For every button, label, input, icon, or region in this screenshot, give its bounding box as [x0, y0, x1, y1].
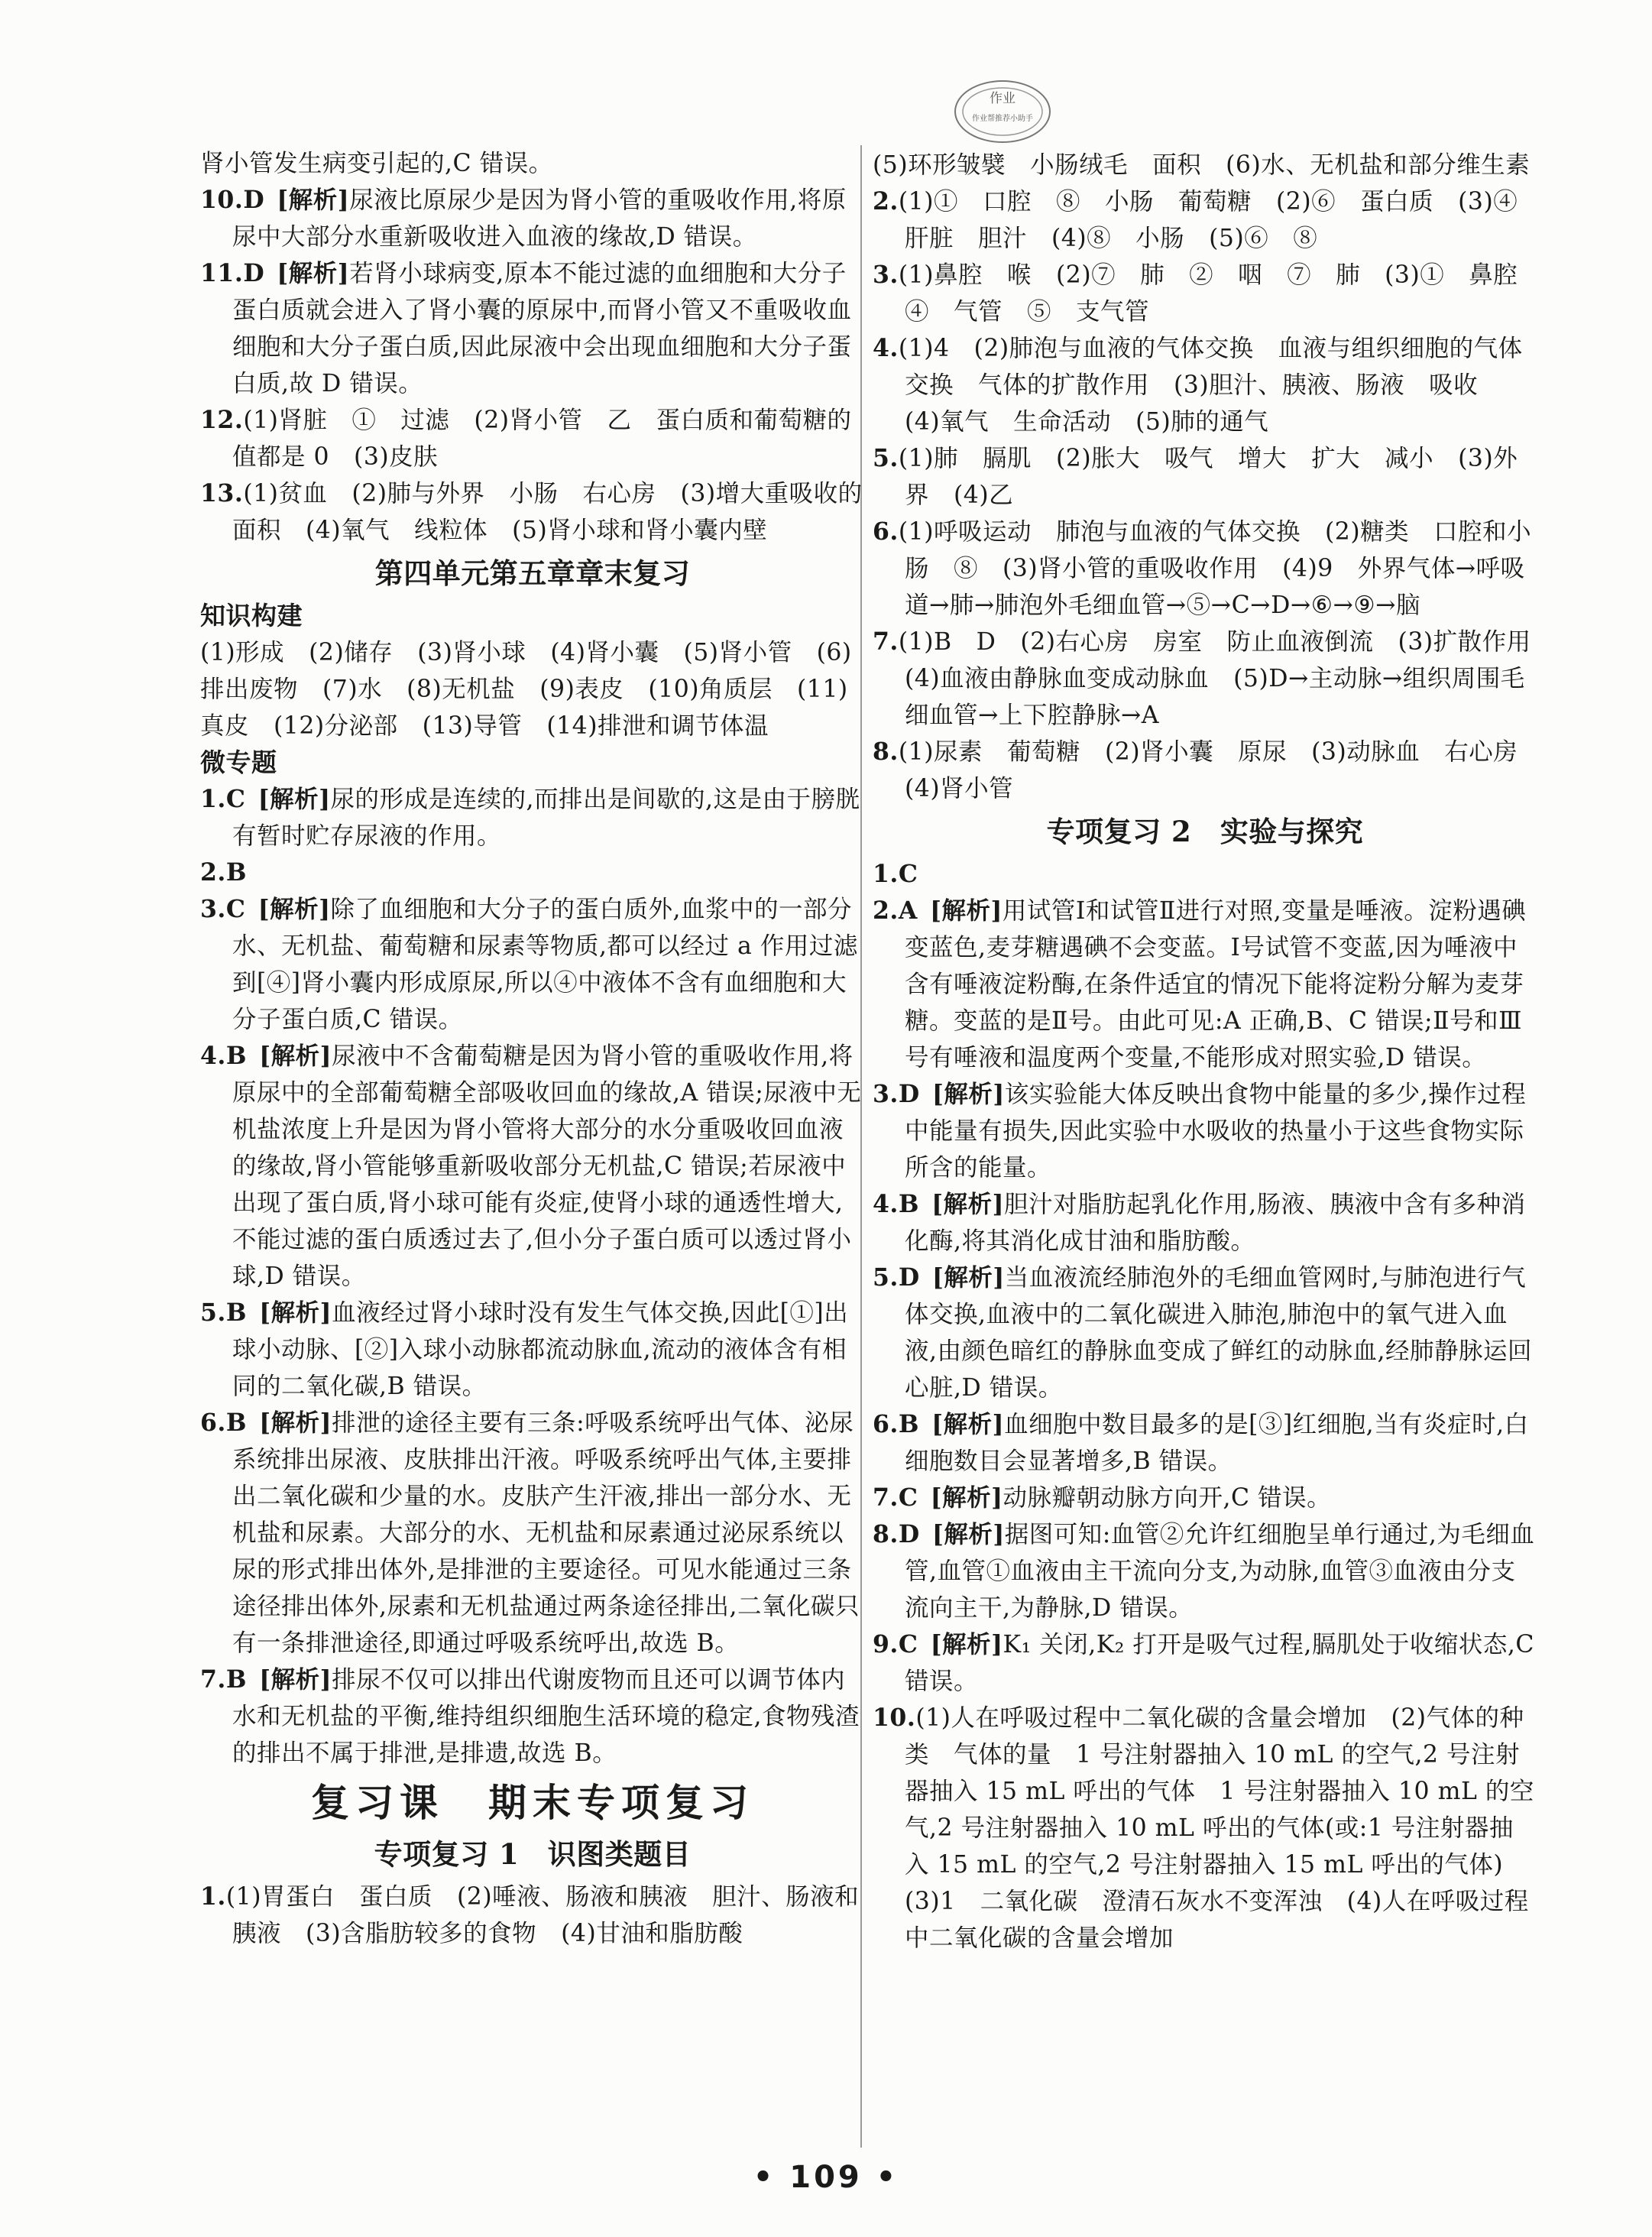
section-heading: 第四单元第五章章末复习: [374, 556, 691, 590]
question-number: 1.: [200, 785, 226, 813]
answer-text: (1)肺 膈肌 (2)胀大 吸气 增大 扩大 减小 (3)外界 (4)乙: [898, 445, 1518, 509]
question-number: 1.: [873, 860, 899, 888]
question-number: 5.: [873, 444, 899, 472]
question-number: 2.: [200, 858, 226, 887]
answer-choice: D: [243, 259, 265, 287]
answer-choice: B: [898, 1190, 920, 1218]
answer-item: [200, 1662, 865, 1772]
answer-item: [873, 893, 1537, 1076]
answer-choice: C: [898, 1483, 918, 1512]
answer-text: (1)尿素 葡萄糖 (2)肾小囊 原尿 (3)动脉血 右心房 (4)肾小管: [898, 738, 1543, 802]
answer-text: (1)鼻腔 喉 (2)⑦ 肺 ② 咽 ⑦ 肺 (3)① 鼻腔 ④ 气管 ⑤ 支气管: [898, 261, 1543, 326]
question-number: 7.: [873, 1483, 899, 1512]
answer-text: 尿液比原尿少是因为肾小管的重吸收作用,将原尿中大部分水重新吸收进入血液的缘故,D 错误。: [232, 186, 847, 251]
answer-text: 当血液流经肺泡外的毛细血管网时,与肺泡进行气体交换,血液中的二氧化碳进入肺泡,肺泡中的氧气进入血液,由颜色暗红的静脉血变成了鲜红的动脉血,经肺静脉运回心脏,D 错误。: [905, 1264, 1533, 1402]
answer-item: [200, 402, 865, 475]
subsection-heading: 知识构建: [200, 601, 303, 631]
analysis-tag: [解析]: [258, 785, 331, 813]
answer-item: [200, 1295, 865, 1405]
analysis-tag: [解析]: [259, 1665, 332, 1694]
analysis-tag: [解析]: [258, 895, 331, 923]
answer-item: [200, 891, 865, 1038]
section-heading: 专项复习 2 实验与探究: [1046, 815, 1364, 848]
answer-item: [873, 257, 1543, 330]
answer-item: [873, 1260, 1537, 1406]
answer-choice: B: [225, 1042, 248, 1070]
answer-text: (1)① 口腔 ⑧ 小肠 葡萄糖 (2)⑥ 蛋白质 (3)④ 肝脏 胆汁 (4)⑧ 小肠 (5)⑥ ⑧: [898, 188, 1543, 252]
question-number: 4.: [873, 1190, 899, 1218]
answer-text-line: 肾小管发生病变引起的,C 错误。: [200, 150, 553, 177]
chapter-heading: 复习课 期末专项复习: [311, 1780, 754, 1825]
analysis-tag: [解析]: [931, 1520, 1005, 1548]
answer-text: 据图可知:血管②允许红细胞呈单行通过,为毛细血管,血管①血液由主干流向分支,为动脉,血管③血液由分支流向主干,为静脉,D 错误。: [905, 1521, 1535, 1622]
question-number: 9.: [873, 1630, 899, 1658]
analysis-tag: [解析]: [277, 186, 350, 214]
question-number: 10.: [873, 1704, 916, 1732]
answer-choice: B: [225, 1665, 248, 1694]
analysis-tag: [解析]: [277, 259, 350, 287]
answer-text: 排泄的途径主要有三条:呼吸系统呼出气体、泌尿系统排出尿液、皮肤排出汗液。呼吸系统呼出气体,主要排出二氧化碳和少量的水。皮肤产生汗液,排出一部分水、无机盐和尿素。大部分的水、无机盐和尿素通过泌尿系统以尿的形式排出体外,是排泄的主要途径。可见水能通过三条途径排出体外,尿素和无机盐通过两条途径排出,二氧化碳只有一条排泄途径,即通过呼吸系统呼出,故选 B。: [232, 1409, 860, 1657]
question-number: 6.: [200, 1409, 226, 1437]
answer-item: [873, 1480, 1537, 1516]
left-column: [200, 145, 865, 1952]
answer-item: [200, 1405, 865, 1662]
question-number: 2.: [873, 896, 899, 925]
question-number: 6.: [873, 1410, 899, 1438]
answer-text: K₁ 关闭,K₂ 打开是吸气过程,膈肌处于收缩状态,C 错误。: [905, 1631, 1535, 1695]
answer-item: [200, 854, 865, 891]
analysis-tag: [解析]: [259, 1298, 332, 1327]
analysis-tag: [解析]: [930, 1630, 1003, 1658]
answer-text: 血液经过肾小球时没有发生气体交换,因此[①]出球小动脉、[②]入球小动脉都流动脉血,流动的液体含有相同的二氧化碳,B 错误。: [232, 1299, 849, 1400]
answer-text: (1)B D (2)右心房 房室 防止血液倒流 (3)扩散作用 (4)血液由静脉血变成动脉血 (5)D→主动脉→组织周围毛细血管→上下腔静脉→A: [898, 628, 1556, 729]
answer-item: [873, 856, 1537, 893]
question-number: 10.: [200, 186, 244, 214]
svg-text:作业: 作业: [990, 91, 1015, 106]
answer-text: 动脉瓣朝动脉方向开,C 错误。: [1003, 1484, 1332, 1512]
right-column: [873, 147, 1556, 1957]
answer-choice: C: [225, 895, 246, 923]
analysis-tag: [解析]: [930, 1483, 1003, 1512]
question-number: 1.: [200, 1882, 226, 1911]
answer-text: (1)4 (2)肺泡与血液的气体交换 血液与组织细胞的气体交换 气体的扩散作用 (3)胆汁、胰液、肠液 吸收 (4)氧气 生命活动 (5)肺的通气: [898, 335, 1523, 436]
question-number: 12.: [200, 406, 244, 434]
answer-choice: B: [898, 1410, 920, 1438]
answer-choice: A: [898, 896, 918, 925]
answer-choice: C: [225, 785, 246, 813]
answer-item: [873, 624, 1556, 734]
answer-text: (1)胃蛋白 蛋白质 (2)唾液、肠液和胰液 胆汁、肠液和胰液 (3)含脂肪较多的食物 (4)甘油和脂肪酸: [225, 1883, 860, 1947]
answer-item: [200, 781, 865, 854]
question-number: 8.: [873, 1520, 899, 1548]
answer-text: 尿的形成是连续的,而排出是间歇的,这是由于膀胱有暂时贮存尿液的作用。: [232, 786, 860, 850]
answer-item: [873, 514, 1537, 624]
answer-text: 用试管Ⅰ和试管Ⅱ进行对照,变量是唾液。淀粉遇碘变蓝色,麦芽糖遇碘不会变蓝。Ⅰ号试管不变蓝,因为唾液中含有唾液淀粉酶,在条件适宜的情况下能将淀粉分解为麦芽糖。变蓝的是Ⅱ号。由此可见:A 正确,B、C 错误;Ⅱ号和Ⅲ号有唾液和温度两个变量,不能形成对照实验,D 错误。: [905, 897, 1527, 1071]
page-number: • 109 •: [753, 2160, 899, 2195]
answer-item: [873, 440, 1537, 514]
analysis-tag: [解析]: [931, 1080, 1005, 1108]
question-number: 5.: [200, 1298, 226, 1327]
analysis-tag: [解析]: [930, 896, 1003, 925]
question-number: 7.: [200, 1665, 226, 1694]
svg-text:作业帮推荐小助手: 作业帮推荐小助手: [972, 115, 1033, 123]
answer-item: [873, 734, 1543, 807]
answer-text-line: (5)环形皱襞 小肠绒毛 面积 (6)水、无机盐和部分维生素: [873, 151, 1531, 179]
answer-item: [873, 1186, 1537, 1260]
question-number: 3.: [873, 1080, 899, 1108]
answer-choice: B: [225, 858, 248, 887]
analysis-tag: [解析]: [259, 1042, 332, 1070]
question-number: 2.: [873, 187, 899, 216]
answer-item: [873, 1700, 1537, 1957]
question-number: 3.: [200, 895, 226, 923]
analysis-tag: [解析]: [931, 1190, 1005, 1218]
answer-text: 尿液中不含葡萄糖是因为肾小管的重吸收作用,将原尿中的全部葡萄糖全部吸收回血的缘故,A 错误;尿液中无机盐浓度上升是因为肾小管将大部分的水分重吸收回血液的缘故,肾小管能够重新吸收部分无机盐,C 错误;若尿液中出现了蛋白质,肾小球可能有炎症,使肾小球的通透性增大,不能过滤的蛋白质透过去了,但小分子蛋白质可以透过肾小球,D 错误。: [232, 1042, 862, 1290]
answer-item: [873, 1516, 1537, 1626]
answer-item: [873, 1406, 1537, 1480]
answer-text: (1)人在呼吸过程中二氧化碳的含量会增加 (2)气体的种类 气体的量 1 号注射器抽入 10 mL 的空气,2 号注射器抽入 15 mL 呼出的气体 1 号注射器抽入 10 mL 的空气,2 号注射器抽入 10 mL 呼出的气体(或:1 号注射器抽入 15 mL 的空气,2 号注射器抽入 15 mL 呼出的气体) (3)1 二氧化碳 澄清石灰水不变浑浊 (4)人在呼吸过程中二氧化碳的含量会增加: [905, 1704, 1534, 1952]
answer-choice: C: [898, 860, 918, 888]
answer-item: [200, 1038, 865, 1295]
answer-choice: D: [898, 1263, 920, 1292]
answer-item: [200, 182, 865, 255]
question-number: 4.: [200, 1042, 226, 1070]
question-number: 6.: [873, 517, 899, 546]
analysis-tag: [解析]: [931, 1410, 1005, 1438]
answer-text: 若肾小球病变,原本不能过滤的血细胞和大分子蛋白质就会进入了肾小囊的原尿中,而肾小管又不重吸收血细胞和大分子蛋白质,因此尿液中会出现血细胞和大分子蛋白质,故 D 错误。: [232, 260, 852, 397]
answer-text: 胆汁对脂肪起乳化作用,肠液、胰液中含有多种消化酶,将其消化成甘油和脂肪酸。: [905, 1191, 1526, 1255]
answer-choice: D: [898, 1080, 920, 1108]
answer-choice: D: [898, 1520, 920, 1548]
answer-text: 血细胞中数目最多的是[③]红细胞,当有炎症时,白细胞数目会显著增多,B 错误。: [905, 1411, 1529, 1475]
answer-item: [200, 475, 865, 549]
answer-text: 排尿不仅可以排出代谢废物而且还可以调节体内水和无机盐的平衡,维持组织细胞生活环境的稳定,食物残渣的排出不属于排泄,是排遗,故选 B。: [232, 1666, 860, 1767]
homework-stamp-logo: [952, 75, 1053, 148]
answer-item: [200, 255, 865, 402]
answer-item: [873, 1076, 1537, 1186]
answer-text: (1)呼吸运动 肺泡与血液的气体交换 (2)糖类 口腔和小肠 ⑧ (3)肾小管的重吸收作用 (4)9 外界气体→呼吸道→肺→肺泡外毛细血管→⑤→C→D→⑥→⑨→脑: [898, 518, 1532, 619]
answer-item: [200, 1879, 865, 1952]
answer-item: [873, 1626, 1537, 1700]
section-heading: 专项复习 1 识图类题目: [374, 1837, 692, 1871]
question-number: 7.: [873, 627, 899, 656]
answer-choice: D: [243, 186, 265, 214]
answer-text: (1)贫血 (2)肺与外界 小肠 右心房 (3)增大重吸收的面积 (4)氧气 线粒体 (5)肾小球和肾小囊内壁: [232, 480, 863, 544]
answer-text: 该实验能大体反映出食物中能量的多少,操作过程中能量有损失,因此实验中水吸收的热量小于这些食物实际所含的能量。: [905, 1081, 1527, 1182]
question-number: 5.: [873, 1263, 899, 1292]
question-number: 4.: [873, 334, 899, 362]
answer-choice: B: [225, 1298, 248, 1327]
answer-item: [873, 330, 1537, 440]
analysis-tag: [解析]: [259, 1409, 332, 1437]
answer-choice: C: [898, 1630, 918, 1658]
question-number: 3.: [873, 261, 899, 289]
analysis-tag: [解析]: [931, 1263, 1005, 1292]
answer-text-line: (1)形成 (2)储存 (3)肾小球 (4)肾小囊 (5)肾小管 (6)排出废物 (7)水 (8)无机盐 (9)表皮 (10)角质层 (11)真皮 (12)分泌部 (13)导管 (14)排泄和调节体温: [200, 639, 852, 740]
answer-text: 除了血细胞和大分子的蛋白质外,血浆中的一部分水、无机盐、葡萄糖和尿素等物质,都可以经过 a 作用过滤到[④]肾小囊内形成原尿,所以④中液体不含有血细胞和大分子蛋白质,C 错误。: [232, 896, 858, 1033]
question-number: 8.: [873, 738, 899, 766]
answer-choice: B: [225, 1409, 248, 1437]
subsection-heading: 微专题: [200, 747, 277, 777]
question-number: 11.: [200, 259, 244, 287]
answer-item: [873, 183, 1543, 257]
answer-text: (1)肾脏 ① 过滤 (2)肾小管 乙 蛋白质和葡萄糖的值都是 0 (3)皮肤: [232, 407, 852, 471]
question-number: 13.: [200, 479, 244, 507]
